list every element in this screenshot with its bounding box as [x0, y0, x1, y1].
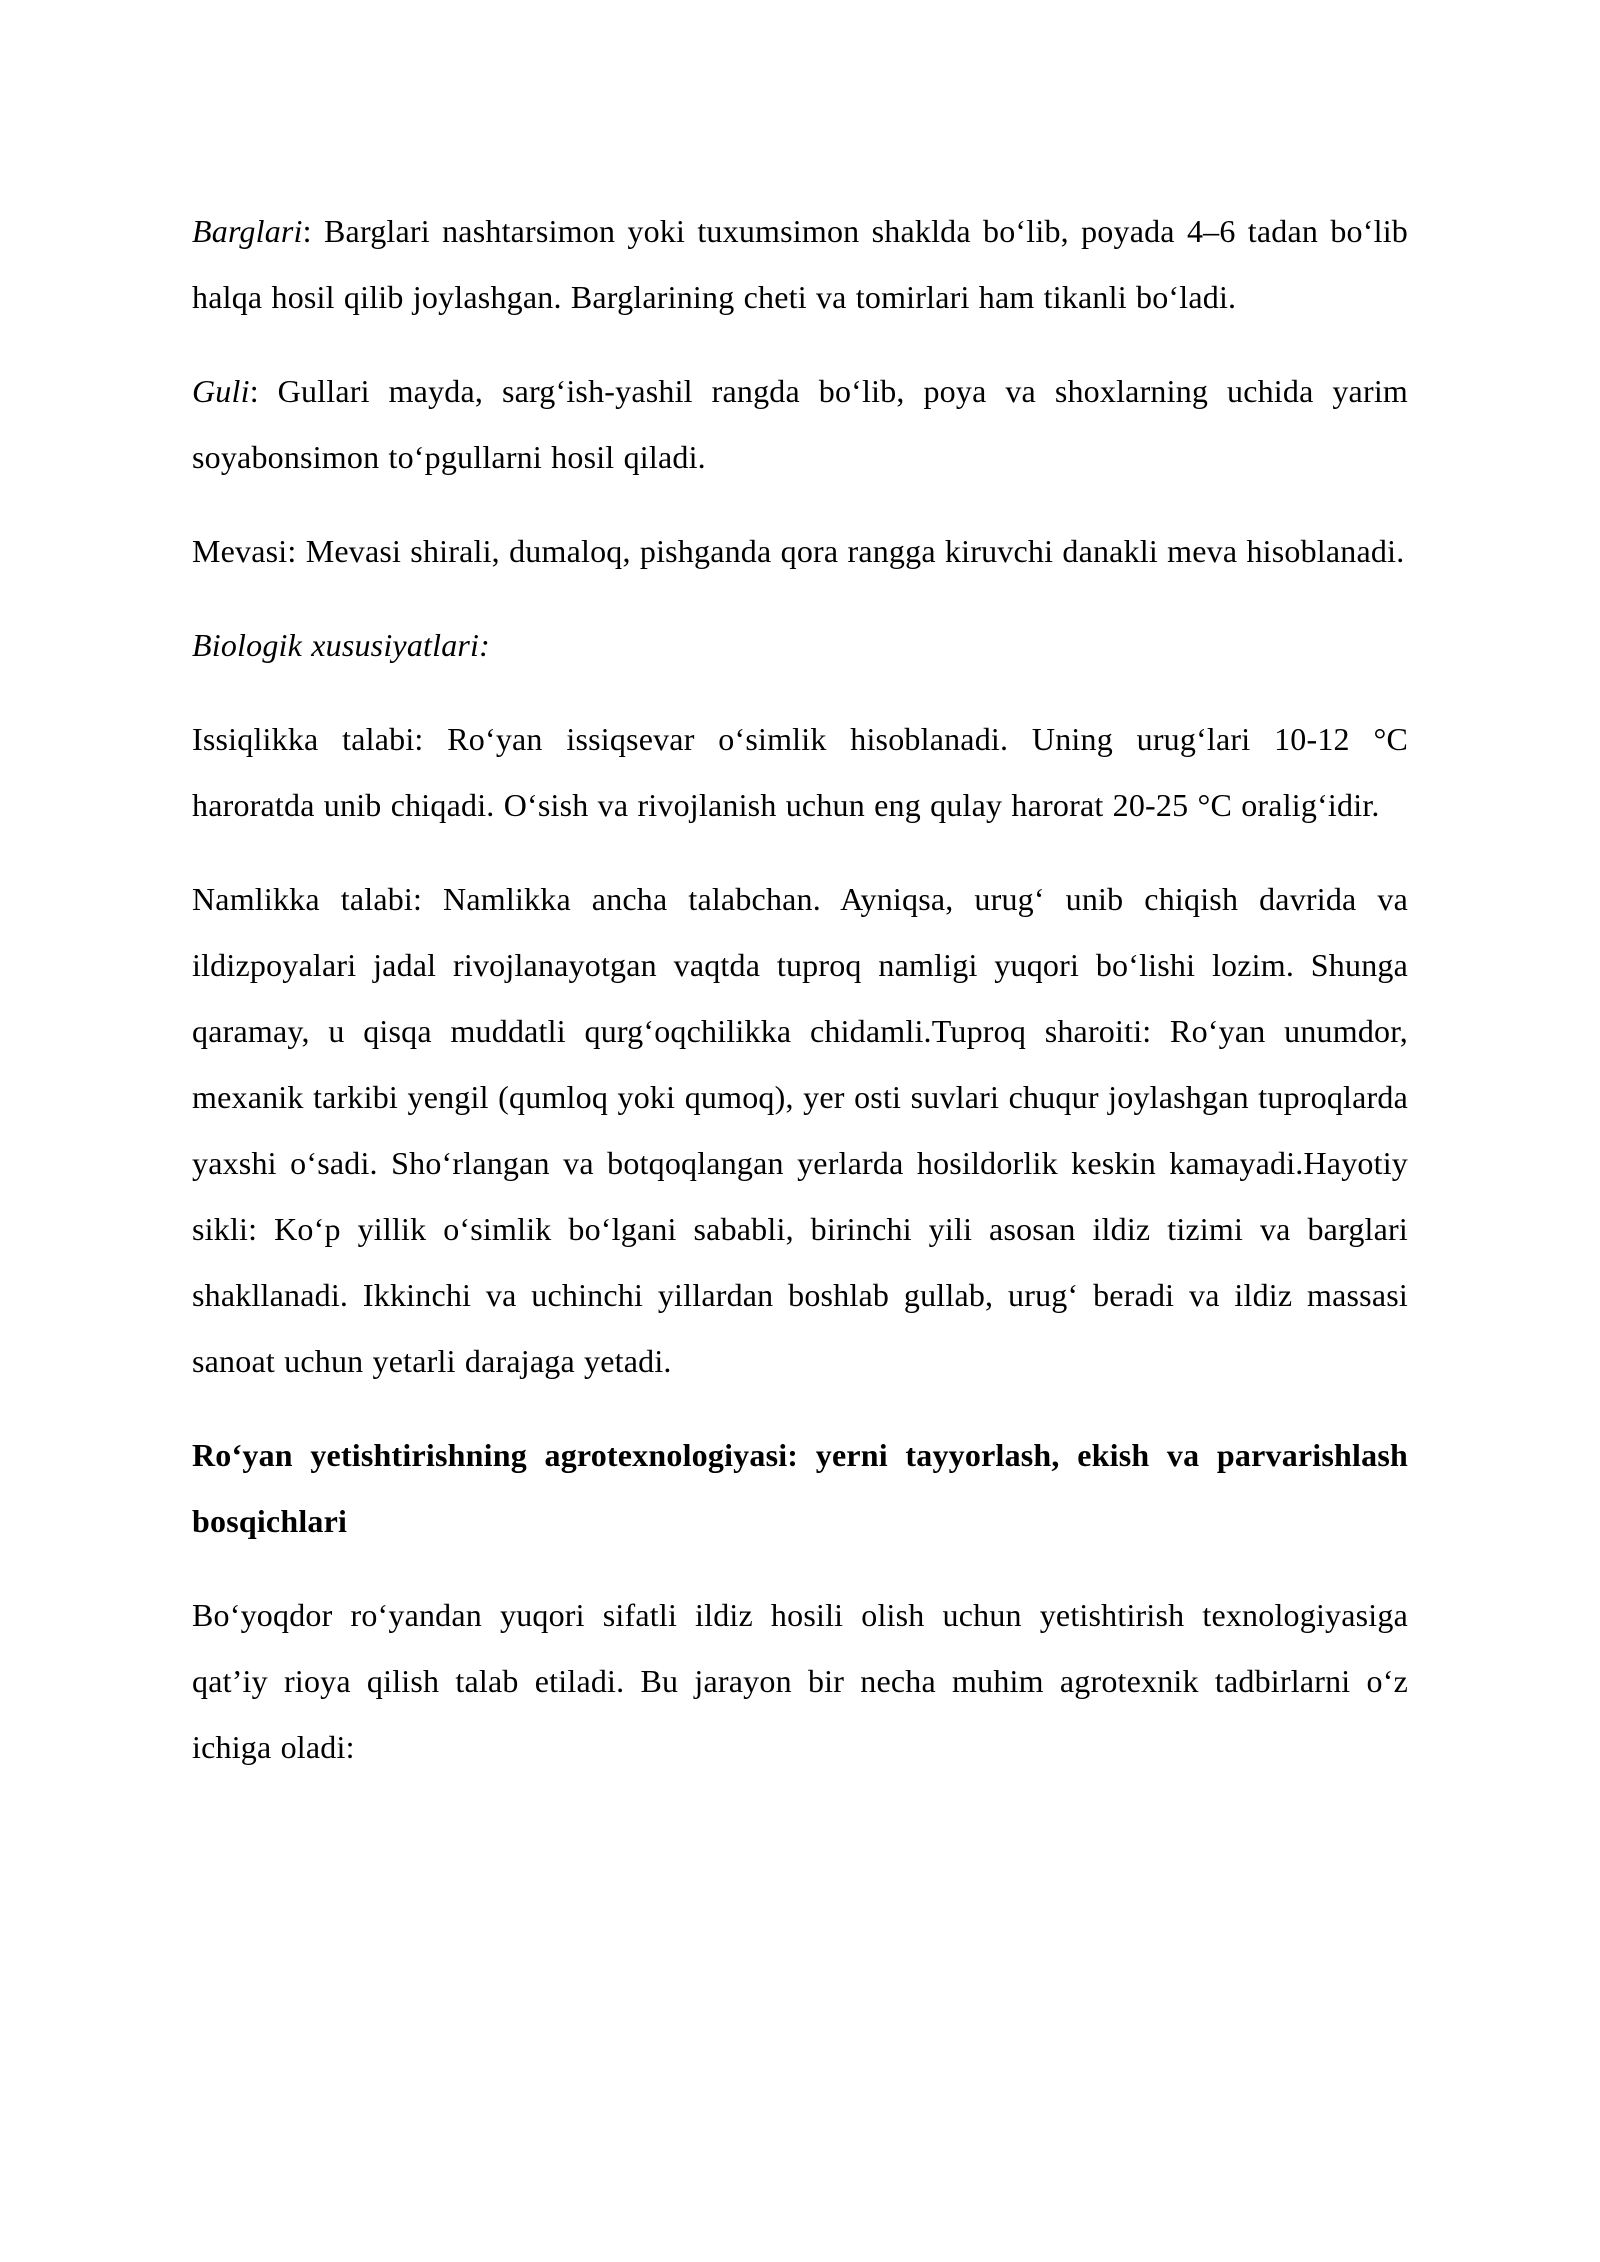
paragraph-boyoqdor: Boʻyoqdor roʻyandan yuqori sifatli ildiz hosili olish uchun yetishtirish texnologiyasiga qat’iy rioya qilish talab etiladi. Bu jarayon bir necha muhim agrotexnik tadbirlarni oʻz ichiga oladi: — [192, 1597, 1408, 1765]
paragraph-barglari — [192, 198, 1408, 330]
heading-agrotexnologiyasi: Roʻyan yetishtirishning agrotexnologiyasi: yerni tayyorlash, ekish va parvarishlash bosqichlari — [192, 1437, 1408, 1539]
paragraph-guli-body: : Gullari mayda, sargʻish-yashil rangda boʻlib, poya va shoxlarning uchida yarim soyabonsimon toʻpgullarni hosil qiladi. — [192, 373, 1408, 475]
paragraph-issiqlikka-talabi: Issiqlikka talabi: Roʻyan issiqsevar oʻsimlik hisoblanadi. Uning urugʻlari 10-12 °C haroratda unib chiqadi. Oʻsish va rivojlanish uchun eng qulay harorat 20-25 °C oraligʻidir. — [192, 721, 1408, 823]
paragraph-guli-lead: Guli — [192, 373, 250, 409]
heading-biologik-xususiyatlari: Biologik xususiyatlari: — [192, 627, 491, 663]
paragraph-namlikka-talabi: Namlikka talabi: Namlikka ancha talabchan. Ayniqsa, urugʻ unib chiqish davrida va ildizpoyalari jadal rivojlanayotgan vaqtda tuproq namligi yuqori boʻlishi lozim. Shunga qaramay, u qisqa muddatli qurgʻoqchilikka chidamli.Tuproq sharoiti: Roʻyan unumdor, mexanik tarkibi yengil (qumloq yoki qumoq), yer osti suvlari chuqur joylashgan tuproqlarda yaxshi oʻsadi. Shoʻrlangan va botqoqlangan yerlarda hosildorlik keskin kamayadi.Hayotiy sikli: Koʻp yillik oʻsimlik boʻlgani sababli, birinchi yili asosan ildiz tizimi va barglari shakllanadi. Ikkinchi va uchinchi yillardan boshlab gullab, urugʻ beradi va ildiz massasi sanoat uchun yetarli darajaga yetadi. — [192, 881, 1408, 1379]
paragraph-barglari-body: : Barglari nashtarsimon yoki tuxumsimon shaklda boʻlib, poyada 4–6 tadan boʻlib halqa hosil qilib joylashgan. Barglarining cheti va tomirlari ham tikanli boʻladi. — [192, 213, 1408, 315]
paragraph-mevasi: Mevasi: Mevasi shirali, dumaloq, pishganda qora rangga kiruvchi danakli meva hisoblanadi. — [192, 533, 1405, 569]
paragraph-barglari-lead: Barglari — [192, 213, 303, 249]
paragraph-guli — [192, 358, 1408, 490]
